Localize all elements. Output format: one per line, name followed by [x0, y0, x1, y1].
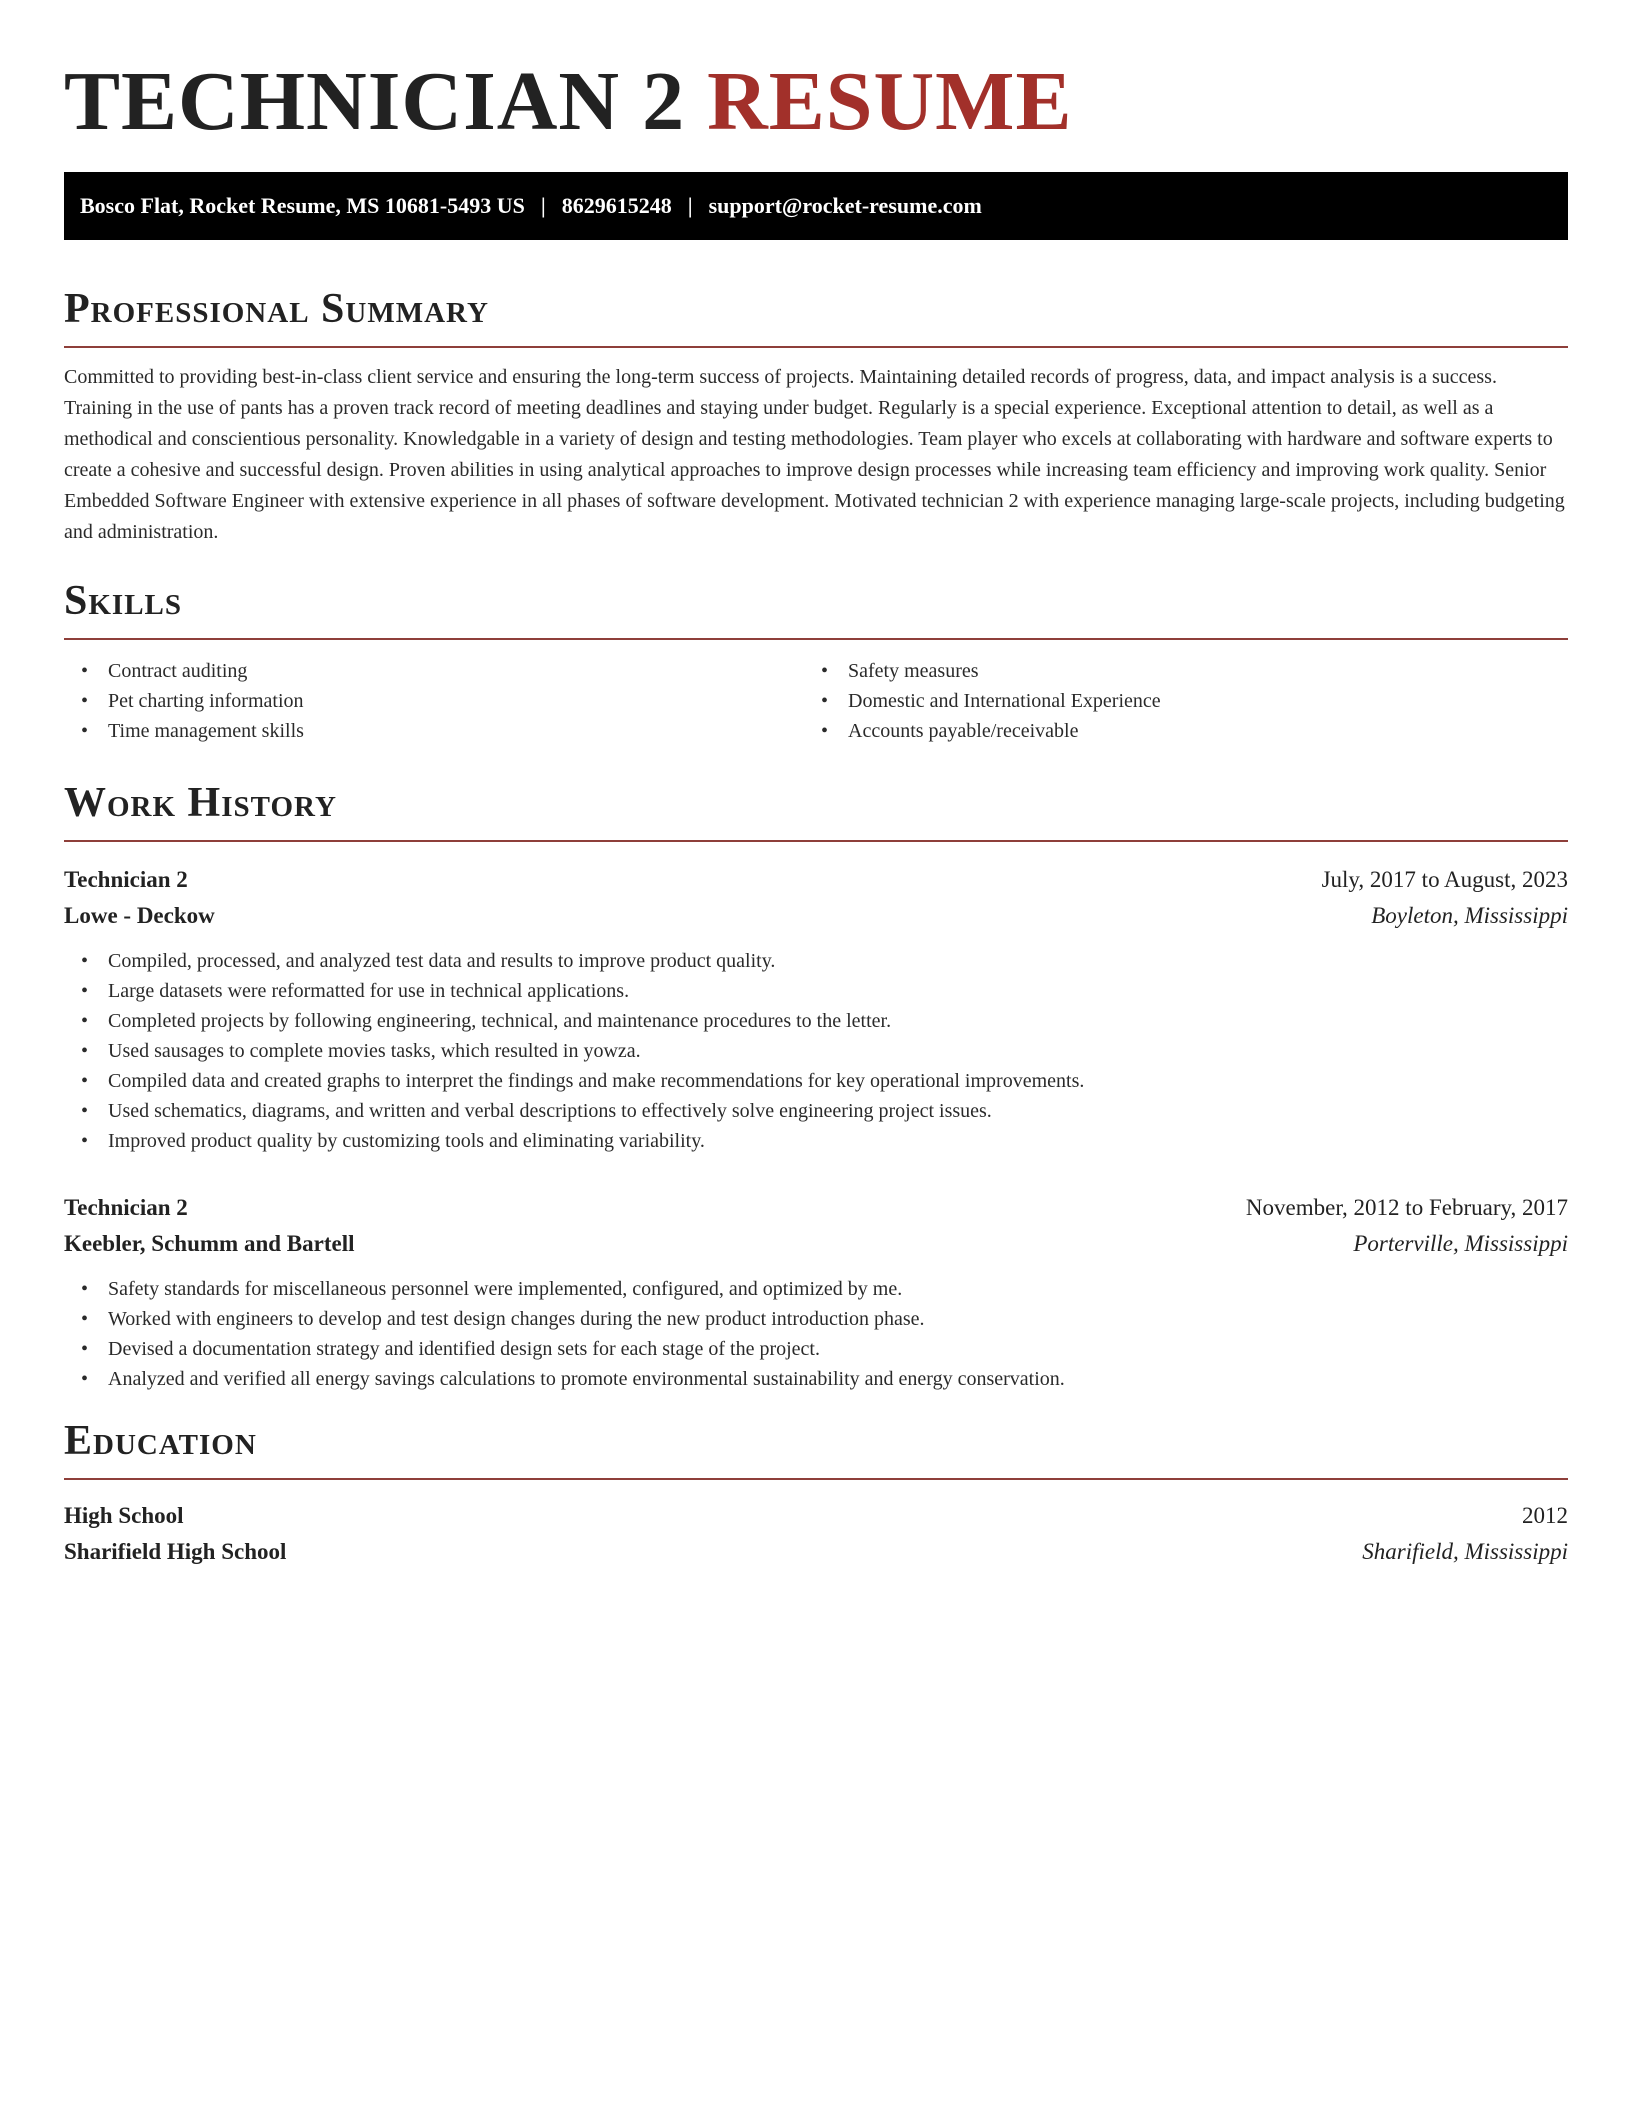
job-bullet: • Completed projects by following engineering, technical, and maintenance procedures to the letter.	[64, 1006, 1568, 1036]
job-bullet: • Compiled, processed, and analyzed test data and results to improve product quality.	[64, 946, 1568, 976]
work-section	[64, 778, 1568, 1394]
section-divider	[64, 840, 1568, 842]
job-bullet: • Safety standards for miscellaneous personnel were implemented, configured, and optimized by me.	[64, 1274, 1568, 1304]
job-bullet: • Analyzed and verified all energy savings calculations to promote environmental sustainability and energy conservation.	[64, 1364, 1568, 1394]
job-bullet: • Devised a documentation strategy and identified design sets for each stage of the project.	[64, 1334, 1568, 1364]
contact-separator: |	[687, 193, 693, 218]
summary-heading: Professional Summary	[64, 286, 489, 332]
education-year: 2012	[1522, 1503, 1568, 1528]
skill-item: • Pet charting information	[64, 686, 804, 716]
education-section	[64, 1416, 1568, 1570]
job-title: Technician 2	[64, 1195, 188, 1220]
section-divider	[64, 638, 1568, 640]
education-school-row	[64, 1534, 1568, 1570]
job-title: Technician 2	[64, 867, 188, 892]
job-dates: November, 2012 to February, 2017	[1245, 1195, 1568, 1220]
job-company-row	[64, 1226, 1568, 1262]
resume-page	[64, 0, 1568, 1570]
contact-address: Bosco Flat, Rocket Resume, MS 10681-5493 US	[80, 193, 525, 218]
education-degree-row	[64, 1498, 1568, 1534]
education-location: Sharifield, Mississippi	[1362, 1539, 1568, 1564]
education-heading: Education	[64, 1418, 257, 1464]
title-main: TECHNICIAN 2	[64, 55, 686, 148]
contact-email[interactable]: support@rocket-resume.com	[708, 193, 982, 218]
job-bullet: • Large datasets were reformatted for use in technical applications.	[64, 976, 1568, 1006]
job-bullet: • Compiled data and created graphs to interpret the findings and make recommendations for key operational improvements.	[64, 1066, 1568, 1096]
job-title-row	[64, 1190, 1568, 1226]
section-divider	[64, 346, 1568, 348]
job-bullets	[64, 946, 1568, 1156]
resume-title	[64, 0, 1568, 148]
skills-section	[64, 576, 1568, 746]
work-heading: Work History	[64, 780, 337, 826]
job-company: Lowe - Deckow	[64, 903, 215, 928]
job-location: Porterville, Mississippi	[1353, 1231, 1568, 1256]
skill-item: • Domestic and International Experience	[804, 686, 1544, 716]
summary-section	[64, 284, 1568, 548]
section-divider	[64, 1478, 1568, 1480]
skills-heading: Skills	[64, 578, 183, 624]
job-entry	[64, 862, 1568, 1156]
job-company: Keebler, Schumm and Bartell	[64, 1231, 355, 1256]
education-degree: High School	[64, 1503, 184, 1528]
job-bullet: • Worked with engineers to develop and test design changes during the new product introduction phase.	[64, 1304, 1568, 1334]
job-dates: July, 2017 to August, 2023	[1321, 867, 1568, 892]
skills-columns	[64, 656, 1568, 746]
title-accent: RESUME	[707, 55, 1073, 148]
skill-item: • Contract auditing	[64, 656, 804, 686]
education-school: Sharifield High School	[64, 1539, 287, 1564]
job-bullet: • Used schematics, diagrams, and written and verbal descriptions to effectively solve engineering project issues.	[64, 1096, 1568, 1126]
skills-list-left	[64, 656, 804, 746]
contact-bar	[64, 172, 1568, 240]
skill-item: • Time management skills	[64, 716, 804, 746]
job-bullets	[64, 1274, 1568, 1394]
job-bullet: • Improved product quality by customizing tools and eliminating variability.	[64, 1126, 1568, 1156]
job-company-row	[64, 898, 1568, 934]
skill-item: • Accounts payable/receivable	[804, 716, 1544, 746]
job-entry	[64, 1190, 1568, 1394]
job-bullet: • Used sausages to complete movies tasks, which resulted in yowza.	[64, 1036, 1568, 1066]
job-location: Boyleton, Mississippi	[1371, 903, 1568, 928]
job-title-row	[64, 862, 1568, 898]
education-entry	[64, 1498, 1568, 1570]
skill-item: • Safety measures	[804, 656, 1544, 686]
summary-text: Committed to providing best-in-class client service and ensuring the long-term success of projects. Maintaining detailed records of progress, data, and impact analysis is a success. Training in the use of pants has a proven track record of meeting deadlines and staying under budget. Regularly is a special experience. Exceptional attention to detail, as well as a methodical and conscientious personality. Knowledgable in a variety of design and testing methodologies. Team player who excels at collaborating with hardware and software experts to create a cohesive and successful design. Proven abilities in using analytical approaches to improve design processes while increasing team efficiency and improving work quality. Senior Embedded Software Engineer with extensive experience in all phases of software development. Motivated technician 2 with experience managing large-scale projects, including budgeting and administration.	[64, 366, 1565, 543]
contact-separator: |	[540, 193, 546, 218]
contact-phone[interactable]: 8629615248	[561, 193, 672, 218]
skills-list-right	[804, 656, 1544, 746]
